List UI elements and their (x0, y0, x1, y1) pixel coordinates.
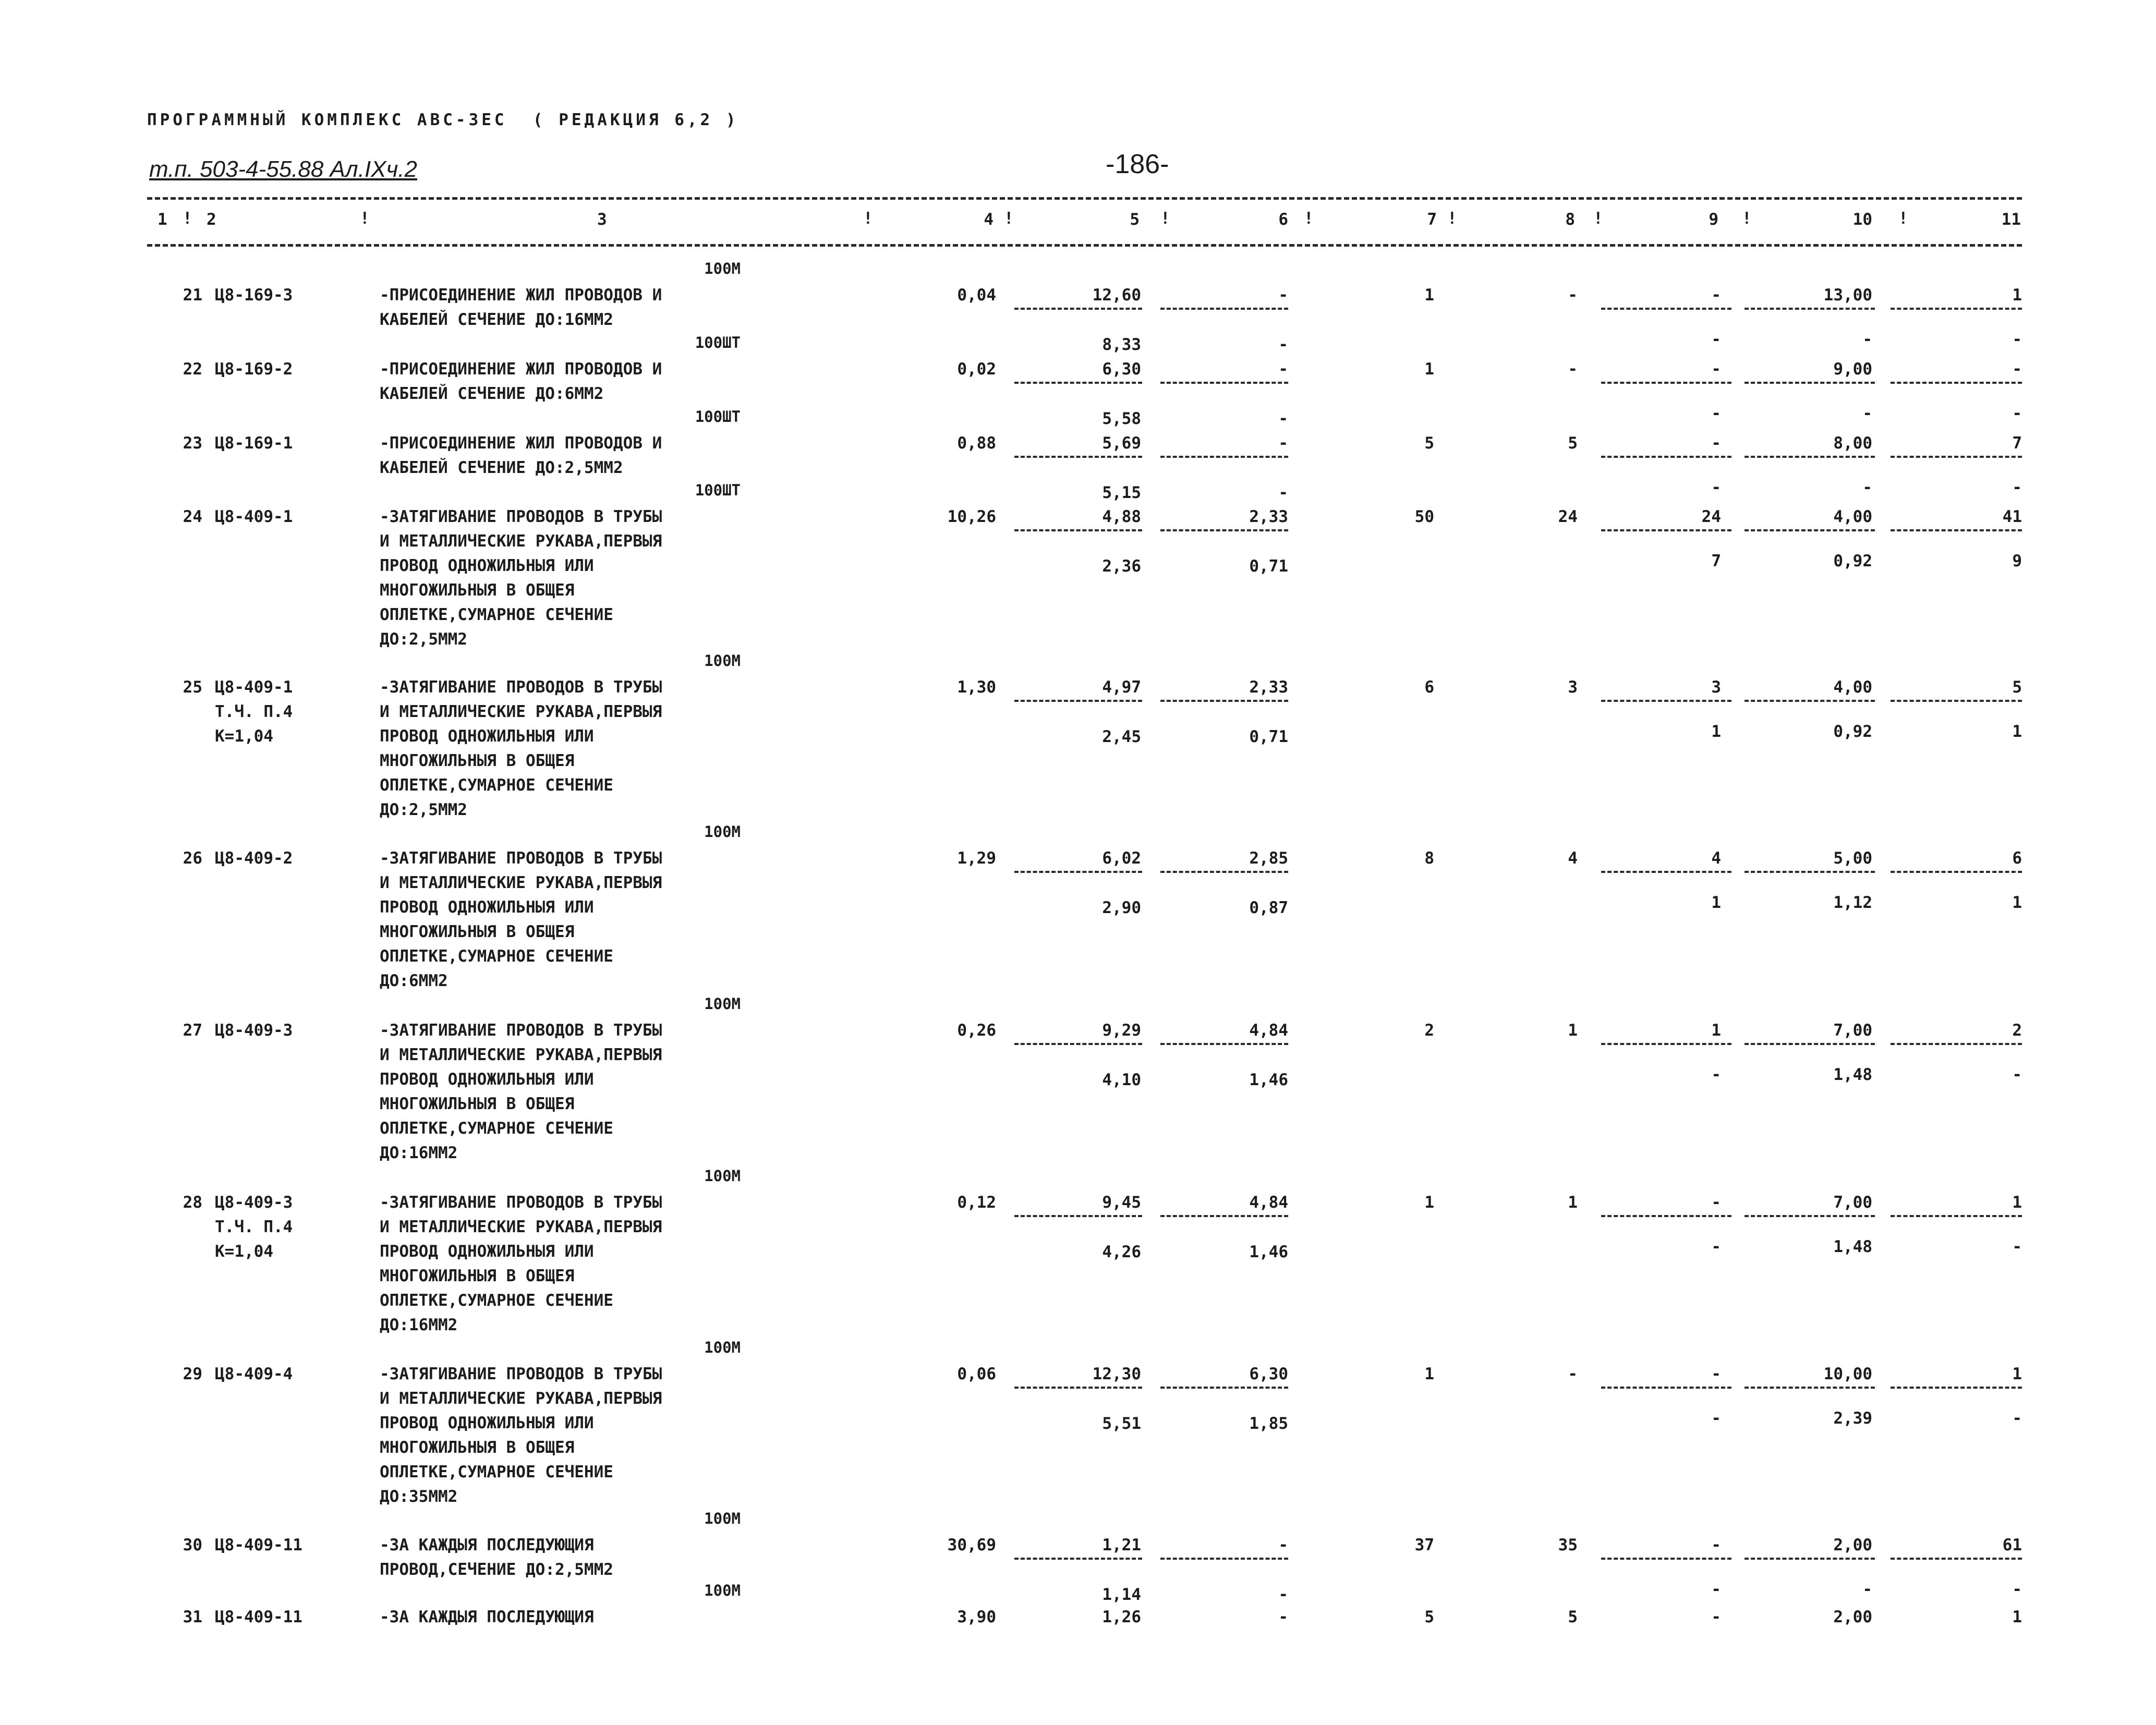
col11-sub-value: - (2012, 1409, 2022, 1428)
work-description: ОПЛЕТКЕ,СУМАРНОЕ СЕЧЕНИЕ (380, 776, 613, 795)
fraction-rule (1745, 456, 1875, 458)
col5-value: 6,02 (1102, 849, 1141, 868)
row-number: 22 (183, 360, 202, 379)
fraction-rule (1014, 700, 1142, 702)
col9-sub-value: 1 (1711, 893, 1721, 912)
work-description: -ЗА КАЖДЫЯ ПОСЛЕДУЮЩИЯ (380, 1536, 594, 1554)
fraction-rule (1891, 1043, 2022, 1045)
col7-value: 1 (1424, 286, 1434, 305)
fraction-rule (1601, 382, 1731, 384)
col11-sub-value: - (2012, 478, 2022, 497)
col11-value: 1 (2012, 1193, 2022, 1212)
fraction-rule (1014, 382, 1142, 384)
col10-value: 7,00 (1833, 1193, 1872, 1212)
col9-sub-value: - (1711, 1065, 1721, 1084)
col11-sub-value: 9 (2012, 552, 2022, 570)
col6-value: - (1278, 286, 1288, 305)
col6-value: - (1278, 1536, 1288, 1554)
norm-code: К=1,04 (215, 727, 273, 746)
col5-sub-value: 4,26 (1102, 1243, 1141, 1261)
work-description: КАБЕЛЕЙ СЕЧЕНИЕ ДО:16ММ2 (380, 310, 613, 329)
col9-value: - (1711, 1193, 1721, 1212)
norm-code: Ц8-409-11 (215, 1608, 302, 1626)
row-number: 28 (183, 1193, 202, 1212)
col10-value: 13,00 (1823, 286, 1872, 305)
norm-code: К=1,04 (215, 1242, 273, 1261)
col10-value: 8,00 (1833, 434, 1872, 453)
fraction-rule (1014, 1558, 1142, 1560)
fraction-rule (1745, 1043, 1875, 1045)
work-description: МНОГОЖИЛЬНЫЯ В ОБЩЕЯ (380, 922, 575, 941)
col9-value: 1 (1711, 1021, 1721, 1040)
fraction-rule (1160, 382, 1288, 384)
fraction-rule (1601, 871, 1731, 873)
col5-sub-value: 8,33 (1102, 335, 1141, 354)
col9-value: - (1711, 1608, 1721, 1626)
col6-sub-value: 0,87 (1249, 898, 1288, 917)
col10-value: 5,00 (1833, 849, 1872, 868)
col8-value: 1 (1568, 1021, 1578, 1040)
col8-value: 1 (1568, 1193, 1578, 1212)
document-reference-text: т.п. 503-4-55.88 Ал.IXч.2 (149, 156, 417, 182)
column-header-9: 9 (1709, 210, 1718, 229)
column-separator: ! (1447, 209, 1457, 228)
work-description: -ЗАТЯГИВАНИЕ ПРОВОДОВ В ТРУБЫ (380, 678, 662, 697)
quantity: 30,69 (947, 1536, 996, 1554)
fraction-rule (1745, 308, 1875, 310)
row-number: 29 (183, 1365, 202, 1383)
row-number: 23 (183, 434, 202, 453)
fraction-rule (1601, 308, 1731, 310)
quantity: 3,90 (957, 1608, 996, 1626)
fraction-rule (1014, 308, 1142, 310)
fraction-rule (1745, 700, 1875, 702)
col11-sub-value: - (2012, 1065, 2022, 1084)
col7-value: 5 (1424, 1608, 1434, 1626)
fraction-rule (1601, 1043, 1731, 1045)
norm-code: Ц8-409-3 (215, 1021, 293, 1040)
col9-value: 24 (1701, 507, 1721, 526)
fraction-rule (1601, 1215, 1731, 1217)
col6-sub-value: - (1278, 1585, 1288, 1604)
col9-sub-value: - (1711, 330, 1721, 349)
col8-value: 4 (1568, 849, 1578, 868)
col10-sub-value: - (1862, 330, 1872, 349)
col7-value: 50 (1414, 507, 1434, 526)
column-header-2: 2 (207, 210, 216, 229)
fraction-rule (1014, 1215, 1142, 1217)
col11-sub-value: - (2012, 330, 2022, 349)
work-description: -ПРИСОЕДИНЕНИЕ ЖИЛ ПРОВОДОВ И (380, 286, 662, 305)
col9-sub-value: - (1711, 404, 1721, 423)
work-description: И МЕТАЛЛИЧЕСКИЕ РУКАВА,ПЕРВЫЯ (380, 1218, 662, 1236)
col7-value: 5 (1424, 434, 1434, 453)
col11-sub-value: 1 (2012, 722, 2022, 741)
quantity: 0,12 (957, 1193, 996, 1212)
col6-sub-value: 0,71 (1249, 727, 1288, 746)
col6-sub-value: 1,46 (1249, 1071, 1288, 1089)
col5-value: 12,30 (1092, 1365, 1141, 1383)
work-description: -ПРИСОЕДИНЕНИЕ ЖИЛ ПРОВОДОВ И (380, 434, 662, 453)
quantity: 1,29 (957, 849, 996, 868)
work-description: ОПЛЕТКЕ,СУМАРНОЕ СЕЧЕНИЕ (380, 947, 613, 966)
work-description: ДО:16ММ2 (380, 1316, 458, 1334)
work-description: ПРОВОД ОДНОЖИЛЬНЫЯ ИЛИ (380, 727, 594, 746)
col9-sub-value: - (1711, 1237, 1721, 1256)
col9-value: 3 (1711, 678, 1721, 697)
unit-label: 100М (704, 1582, 741, 1599)
row-number: 25 (183, 678, 202, 697)
work-description: И МЕТАЛЛИЧЕСКИЕ РУКАВА,ПЕРВЫЯ (380, 532, 662, 551)
col11-value: 2 (2012, 1021, 2022, 1040)
norm-code: Ц8-409-4 (215, 1365, 293, 1383)
column-header-3: 3 (597, 210, 607, 229)
col5-sub-value: 1,14 (1102, 1585, 1141, 1604)
col6-sub-value: 0,71 (1249, 557, 1288, 576)
col10-value: 2,00 (1833, 1608, 1872, 1626)
work-description: ОПЛЕТКЕ,СУМАРНОЕ СЕЧЕНИЕ (380, 1463, 613, 1481)
fraction-rule (1160, 1215, 1288, 1217)
col8-value: 5 (1568, 434, 1578, 453)
fraction-rule (1891, 871, 2022, 873)
col10-value: 10,00 (1823, 1365, 1872, 1383)
fraction-rule (1745, 382, 1875, 384)
fraction-rule (1891, 456, 2022, 458)
fraction-rule (1601, 700, 1731, 702)
work-description: И МЕТАЛЛИЧЕСКИЕ РУКАВА,ПЕРВЫЯ (380, 1389, 662, 1408)
col5-value: 9,29 (1102, 1021, 1141, 1040)
col11-value: 41 (2002, 507, 2022, 526)
column-header-10: 10 (1852, 210, 1872, 229)
fraction-rule (1160, 1558, 1288, 1560)
col8-value: - (1568, 360, 1578, 379)
col6-value: 4,84 (1249, 1193, 1288, 1212)
col11-value: 1 (2012, 286, 2022, 305)
col10-sub-value: - (1862, 404, 1872, 423)
col6-value: 6,30 (1249, 1365, 1288, 1383)
col6-value: 2,85 (1249, 849, 1288, 868)
column-separator: ! (1304, 209, 1314, 228)
col11-value: 6 (2012, 849, 2022, 868)
col9-value: 4 (1711, 849, 1721, 868)
col6-value: 4,84 (1249, 1021, 1288, 1040)
col11-value: 1 (2012, 1365, 2022, 1383)
col11-value: - (2012, 360, 2022, 379)
fraction-rule (1745, 1558, 1875, 1560)
work-description: ДО:2,5ММ2 (380, 800, 467, 819)
col5-sub-value: 2,90 (1102, 898, 1141, 917)
column-separator: ! (360, 209, 370, 228)
fraction-rule (1014, 529, 1142, 531)
col9-sub-value: - (1711, 478, 1721, 497)
unit-label: 100ШТ (695, 408, 741, 426)
col10-value: 7,00 (1833, 1021, 1872, 1040)
col6-sub-value: 1,85 (1249, 1414, 1288, 1433)
norm-code: Т.Ч. П.4 (215, 1218, 293, 1236)
col5-sub-value: 4,10 (1102, 1071, 1141, 1089)
col5-value: 4,88 (1102, 507, 1141, 526)
norm-code: Ц8-409-2 (215, 849, 293, 868)
col6-sub-value: 1,46 (1249, 1243, 1288, 1261)
col6-sub-value: - (1278, 409, 1288, 428)
fraction-rule (1891, 382, 2022, 384)
col5-value: 1,26 (1102, 1608, 1141, 1626)
col10-value: 9,00 (1833, 360, 1872, 379)
col8-value: - (1568, 1365, 1578, 1383)
work-description: -ЗАТЯГИВАНИЕ ПРОВОДОВ В ТРУБЫ (380, 507, 662, 526)
column-separator: ! (1898, 209, 1908, 228)
fraction-rule (1160, 456, 1288, 458)
col8-value: - (1568, 286, 1578, 305)
col5-value: 4,97 (1102, 678, 1141, 697)
work-description: ДО:16ММ2 (380, 1144, 458, 1162)
col9-value: - (1711, 1365, 1721, 1383)
col7-value: 2 (1424, 1021, 1434, 1040)
document-reference (149, 156, 417, 183)
quantity: 10,26 (947, 507, 996, 526)
work-description: И МЕТАЛЛИЧЕСКИЕ РУКАВА,ПЕРВЫЯ (380, 1046, 662, 1064)
work-description: ПРОВОД ОДНОЖИЛЬНЫЯ ИЛИ (380, 1070, 594, 1089)
col10-sub-value: 0,92 (1833, 552, 1872, 570)
col10-sub-value: 1,48 (1833, 1065, 1872, 1084)
work-description: ДО:35ММ2 (380, 1487, 458, 1506)
top-rule (147, 197, 2022, 200)
work-description: -ПРИСОЕДИНЕНИЕ ЖИЛ ПРОВОДОВ И (380, 360, 662, 379)
col10-sub-value: 2,39 (1833, 1409, 1872, 1428)
col6-value: - (1278, 1608, 1288, 1626)
work-description: КАБЕЛЕЙ СЕЧЕНИЕ ДО:2,5ММ2 (380, 458, 623, 477)
header-rule (147, 244, 2022, 247)
work-description: МНОГОЖИЛЬНЫЯ В ОБЩЕЯ (380, 1438, 575, 1457)
work-description: ПРОВОД,СЕЧЕНИЕ ДО:2,5ММ2 (380, 1560, 613, 1579)
col11-sub-value: - (2012, 1237, 2022, 1256)
col7-value: 1 (1424, 1193, 1434, 1212)
col9-sub-value: - (1711, 1409, 1721, 1428)
col6-value: 2,33 (1249, 507, 1288, 526)
fraction-rule (1891, 1558, 2022, 1560)
fraction-rule (1601, 529, 1731, 531)
col9-sub-value: 1 (1711, 722, 1721, 741)
norm-code: Ц8-409-3 (215, 1193, 293, 1212)
col9-value: - (1711, 434, 1721, 453)
row-number: 31 (183, 1608, 202, 1626)
unit-label: 100М (704, 995, 741, 1013)
fraction-rule (1745, 1387, 1875, 1389)
col11-sub-value: - (2012, 404, 2022, 423)
work-description: МНОГОЖИЛЬНЫЯ В ОБЩЕЯ (380, 1095, 575, 1113)
col9-value: - (1711, 1536, 1721, 1554)
col9-sub-value: 7 (1711, 552, 1721, 570)
fraction-rule (1745, 529, 1875, 531)
work-description: -ЗАТЯГИВАНИЕ ПРОВОДОВ В ТРУБЫ (380, 1365, 662, 1383)
col10-value: 4,00 (1833, 678, 1872, 697)
norm-code: Ц8-169-2 (215, 360, 293, 379)
work-description: МНОГОЖИЛЬНЫЯ В ОБЩЕЯ (380, 581, 575, 600)
col10-sub-value: 1,48 (1833, 1237, 1872, 1256)
work-description: -ЗАТЯГИВАНИЕ ПРОВОДОВ В ТРУБЫ (380, 1021, 662, 1040)
column-header-1: 1 (158, 210, 167, 229)
fraction-rule (1160, 871, 1288, 873)
col6-value: - (1278, 434, 1288, 453)
col8-value: 24 (1558, 507, 1578, 526)
col6-sub-value: - (1278, 335, 1288, 354)
col11-value: 1 (2012, 1608, 2022, 1626)
col10-sub-value: 0,92 (1833, 722, 1872, 741)
col7-value: 6 (1424, 678, 1434, 697)
col9-sub-value: - (1711, 1580, 1721, 1599)
quantity: 0,06 (957, 1365, 996, 1383)
column-separator: ! (1742, 209, 1752, 228)
fraction-rule (1601, 1387, 1731, 1389)
column-header-5: 5 (1130, 210, 1140, 229)
col5-sub-value: 2,36 (1102, 557, 1141, 576)
unit-label: 100М (704, 823, 741, 841)
quantity: 0,88 (957, 434, 996, 453)
quantity: 0,02 (957, 360, 996, 379)
fraction-rule (1891, 1387, 2022, 1389)
work-description: И МЕТАЛЛИЧЕСКИЕ РУКАВА,ПЕРВЫЯ (380, 702, 662, 721)
fraction-rule (1891, 529, 2022, 531)
work-description: МНОГОЖИЛЬНЫЯ В ОБЩЕЯ (380, 1267, 575, 1285)
col11-sub-value: - (2012, 1580, 2022, 1599)
norm-code: Ц8-409-11 (215, 1536, 302, 1554)
unit-label: 100ШТ (695, 481, 741, 499)
col11-value: 5 (2012, 678, 2022, 697)
fraction-rule (1891, 700, 2022, 702)
work-description: ПРОВОД ОДНОЖИЛЬНЫЯ ИЛИ (380, 556, 594, 575)
work-description: ПРОВОД ОДНОЖИЛЬНЫЯ ИЛИ (380, 1414, 594, 1432)
col10-sub-value: - (1862, 1580, 1872, 1599)
col7-value: 37 (1414, 1536, 1434, 1554)
unit-label: 100ШТ (695, 334, 741, 351)
work-description: ПРОВОД ОДНОЖИЛЬНЫЯ ИЛИ (380, 1242, 594, 1261)
quantity: 0,26 (957, 1021, 996, 1040)
col5-value: 5,69 (1102, 434, 1141, 453)
program-title: ПРОГРАММНЫЙ КОМПЛЕКС АВС-ЗЕС ( РЕДАКЦИЯ 6,2 ) (147, 111, 739, 129)
col6-value: - (1278, 360, 1288, 379)
col10-value: 2,00 (1833, 1536, 1872, 1554)
col7-value: 1 (1424, 360, 1434, 379)
fraction-rule (1601, 456, 1731, 458)
fraction-rule (1160, 529, 1288, 531)
col7-value: 8 (1424, 849, 1434, 868)
row-number: 30 (183, 1536, 202, 1554)
row-number: 21 (183, 286, 202, 305)
column-separator: ! (1593, 209, 1603, 228)
row-number: 26 (183, 849, 202, 868)
column-header-8: 8 (1565, 210, 1575, 229)
column-header-4: 4 (984, 210, 994, 229)
col5-value: 1,21 (1102, 1536, 1141, 1554)
col10-sub-value: - (1862, 478, 1872, 497)
fraction-rule (1014, 1387, 1142, 1389)
work-description: ПРОВОД ОДНОЖИЛЬНЫЯ ИЛИ (380, 898, 594, 917)
col9-value: - (1711, 360, 1721, 379)
col8-value: 3 (1568, 678, 1578, 697)
row-number: 27 (183, 1021, 202, 1040)
page-number: -186- (1106, 149, 1169, 179)
norm-code: Ц8-409-1 (215, 678, 293, 697)
fraction-rule (1891, 308, 2022, 310)
work-description: ОПЛЕТКЕ,СУМАРНОЕ СЕЧЕНИЕ (380, 1119, 613, 1138)
fraction-rule (1014, 871, 1142, 873)
work-description: ОПЛЕТКЕ,СУМАРНОЕ СЕЧЕНИЕ (380, 1291, 613, 1310)
work-description: МНОГОЖИЛЬНЫЯ В ОБЩЕЯ (380, 751, 575, 770)
norm-code: Ц8-409-1 (215, 507, 293, 526)
fraction-rule (1160, 1043, 1288, 1045)
work-description: КАБЕЛЕЙ СЕЧЕНИЕ ДО:6ММ2 (380, 384, 604, 403)
column-header-7: 7 (1427, 210, 1437, 229)
col5-sub-value: 5,15 (1102, 483, 1141, 502)
col10-sub-value: 1,12 (1833, 893, 1872, 912)
unit-label: 100М (704, 1510, 741, 1527)
fraction-rule (1160, 700, 1288, 702)
norm-code: Ц8-169-1 (215, 434, 293, 453)
fraction-rule (1014, 1043, 1142, 1045)
fraction-rule (1891, 1215, 2022, 1217)
row-number: 24 (183, 507, 202, 526)
column-separator: ! (1004, 209, 1014, 228)
column-header-11: 11 (2001, 210, 2021, 229)
col5-value: 9,45 (1102, 1193, 1141, 1212)
col5-sub-value: 5,58 (1102, 409, 1141, 428)
work-description: -ЗА КАЖДЫЯ ПОСЛЕДУЮЩИЯ (380, 1608, 594, 1626)
col11-value: 7 (2012, 434, 2022, 453)
col7-value: 1 (1424, 1365, 1434, 1383)
norm-code: Ц8-169-3 (215, 286, 293, 305)
col8-value: 5 (1568, 1608, 1578, 1626)
quantity: 0,04 (957, 286, 996, 305)
column-separator: ! (1160, 209, 1170, 228)
unit-label: 100М (704, 1167, 741, 1185)
quantity: 1,30 (957, 678, 996, 697)
unit-label: 100М (704, 1339, 741, 1356)
col5-value: 6,30 (1102, 360, 1141, 379)
fraction-rule (1745, 1215, 1875, 1217)
column-separator: ! (183, 209, 192, 228)
col5-value: 12,60 (1092, 286, 1141, 305)
col6-sub-value: - (1278, 483, 1288, 502)
fraction-rule (1160, 1387, 1288, 1389)
work-description: ОПЛЕТКЕ,СУМАРНОЕ СЕЧЕНИЕ (380, 605, 613, 624)
fraction-rule (1160, 308, 1288, 310)
fraction-rule (1014, 456, 1142, 458)
work-description: ДО:6ММ2 (380, 971, 448, 990)
fraction-rule (1601, 1558, 1731, 1560)
col8-value: 35 (1558, 1536, 1578, 1554)
column-separator: ! (863, 209, 873, 228)
fraction-rule (1745, 871, 1875, 873)
col6-value: 2,33 (1249, 678, 1288, 697)
work-description: -ЗАТЯГИВАНИЕ ПРОВОДОВ В ТРУБЫ (380, 849, 662, 868)
col11-sub-value: 1 (2012, 893, 2022, 912)
work-description: И МЕТАЛЛИЧЕСКИЕ РУКАВА,ПЕРВЫЯ (380, 873, 662, 892)
col11-value: 61 (2002, 1536, 2022, 1554)
work-description: -ЗАТЯГИВАНИЕ ПРОВОДОВ В ТРУБЫ (380, 1193, 662, 1212)
col5-sub-value: 2,45 (1102, 727, 1141, 746)
unit-label: 100М (704, 260, 741, 277)
norm-code: Т.Ч. П.4 (215, 702, 293, 721)
col10-value: 4,00 (1833, 507, 1872, 526)
work-description: ДО:2,5ММ2 (380, 630, 467, 649)
col5-sub-value: 5,51 (1102, 1414, 1141, 1433)
col9-value: - (1711, 286, 1721, 305)
unit-label: 100М (704, 652, 741, 670)
column-header-6: 6 (1278, 210, 1288, 229)
